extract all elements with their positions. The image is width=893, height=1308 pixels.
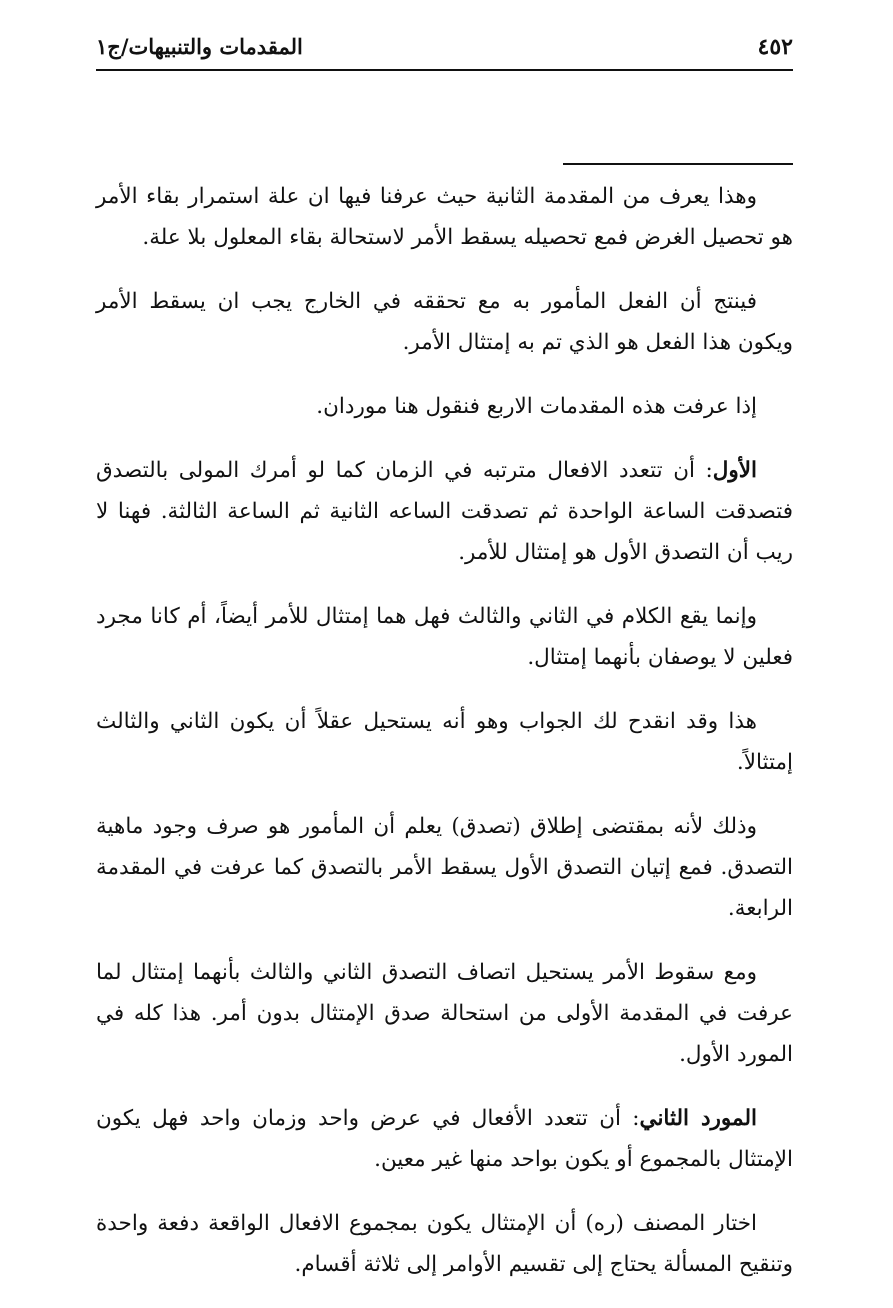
paragraph — [96, 701, 793, 783]
paragraph-text: هذا وقد انقدح لك الجواب وهو أنه يستحيل عقلاً أن يكون الثاني والثالث إمتثالاً. — [96, 709, 793, 775]
paragraph-text: إذا عرفت هذه المقدمات الاربع فنقول هنا موردان. — [316, 394, 757, 419]
paragraph-text: : أن تتعدد الأفعال في عرض واحد وزمان واحد فهل يكون الإمتثال بالمجموع أو يكون بواحد منها غير معين. — [96, 1106, 793, 1172]
running-title: المقدمات والتنبيهات/ج١ — [96, 34, 303, 59]
paragraph-lead: المورد الثاني — [639, 1106, 757, 1131]
paragraph — [96, 596, 793, 678]
paragraph — [96, 281, 793, 363]
paragraph — [96, 386, 793, 427]
paragraph-text: وإنما يقع الكلام في الثاني والثالث فهل هما إمتثال للأمر أيضاً، أم كانا مجرد فعلين لا يوصفان بأنهما إمتثال. — [96, 604, 793, 670]
paragraph-text: ومع سقوط الأمر يستحيل اتصاف التصدق الثاني والثالث بأنهما إمتثال لما عرفت في المقدمة الأولى من استحالة صدق الإمتثال بدون أمر. هذا كله في المورد الأول. — [96, 960, 793, 1067]
paragraph-text: فينتج أن الفعل المأمور به مع تحققه في الخارج يجب ان يسقط الأمر ويكون هذا الفعل هو الذي تم به إمتثال الأمر. — [96, 289, 793, 355]
paragraph-text: وذلك لأنه بمقتضى إطلاق (تصدق) يعلم أن المأمور هو صرف وجود ماهية التصدق. فمع إتيان التصدق الأول يسقط الأمر بالتصدق كما عرفت في المقدمة الرابعة. — [96, 814, 793, 921]
paragraph-text: : أن تتعدد الافعال مترتبه في الزمان كما لو أمرك المولى بالتصدق فتصدقت الساعة الواحدة ثم تصدقت الساعه الثانية ثم الساعة الثالثة. فهنا لا ريب أن التصدق الأول هو إمتثال للأمر. — [96, 458, 793, 565]
paragraph — [96, 952, 793, 1075]
paragraph — [96, 450, 793, 573]
paragraph — [96, 176, 793, 258]
page-number: ٤٥٢ — [757, 34, 793, 60]
body-text — [96, 176, 793, 1308]
paragraph-lead: الأول — [712, 458, 757, 483]
page-header — [96, 30, 793, 64]
header-rule — [96, 69, 793, 71]
paragraph-text: وهذا يعرف من المقدمة الثانية حيث عرفنا فيها ان علة استمرار بقاء الأمر هو تحصيل الغرض فمع تحصيله يسقط الأمر لاستحالة بقاء المعلول بلا علة. — [96, 184, 793, 250]
paragraph-text: اختار المصنف (ره) أن الإمتثال يكون بمجموع الافعال الواقعة دفعة واحدة وتنقيح المسألة يحتاج إلى تقسيم الأوامر إلى ثلاثة أقسام. — [96, 1211, 793, 1277]
paragraph — [96, 1098, 793, 1180]
separator-rule — [563, 163, 793, 165]
paragraph — [96, 806, 793, 929]
paragraph — [96, 1203, 793, 1285]
